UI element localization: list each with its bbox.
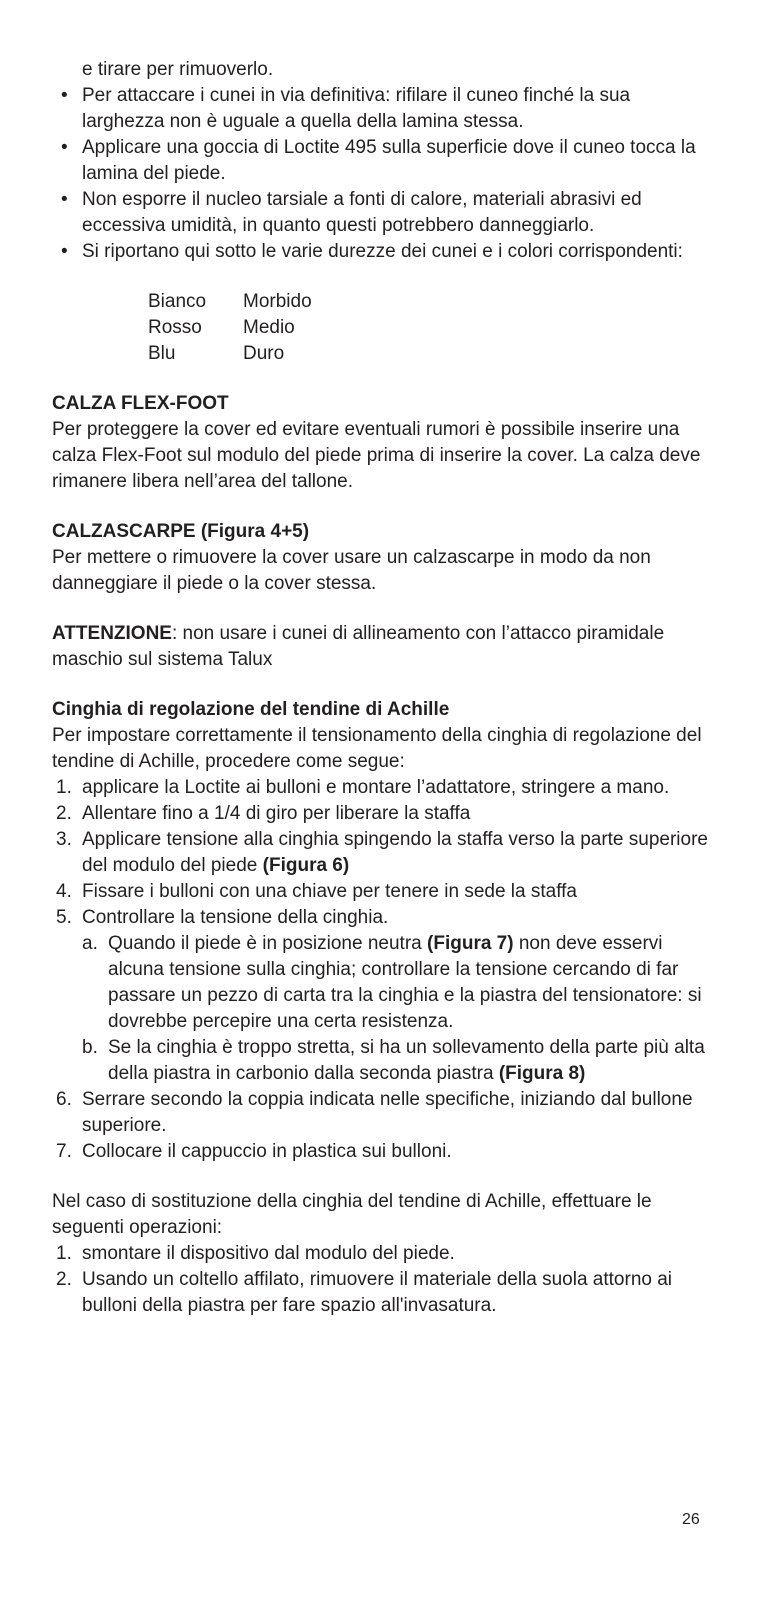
list-item: 2. Allentare fino a 1/4 di giro per liberare la staffa bbox=[56, 803, 471, 824]
bullet-item: • Si riportano qui sotto le varie durezze dei cunei e i colori corrispondenti: bbox=[52, 239, 712, 265]
table-row bbox=[148, 289, 312, 315]
hardness-cell: Morbido bbox=[243, 291, 312, 312]
list-item: 2. Usando un coltello affilato, rimuovere il materiale della suola attorno ai bulloni della piastra per fare spazio all'invasatura. bbox=[56, 1269, 673, 1316]
replacement-intro: Nel caso di sostituzione della cinghia del tendine di Achille, effettuare le seguenti operazioni: bbox=[52, 1191, 652, 1238]
wedge-instructions-list bbox=[52, 83, 712, 265]
bullet-item: • Per attaccare i cunei in via definitiva: rifilare il cuneo finché la sua larghezza non è uguale a quella della lamina stessa. bbox=[52, 83, 712, 135]
list-item: 6. Serrare secondo la coppia indicata nelle specifiche, iniziando dal bullone superiore. bbox=[56, 1089, 693, 1136]
list-item: 7. Collocare il cappuccio in plastica sui bulloni. bbox=[56, 1141, 452, 1162]
shoehorn-heading: CALZASCARPE (Figura 4+5) bbox=[52, 521, 310, 542]
hardness-cell: Duro bbox=[243, 343, 285, 364]
warning-paragraph bbox=[52, 621, 712, 673]
list-item: a. Quando il piede è in posizione neutra (Figura 7) non deve esservi alcuna tensione sulla cinghia; controllare la tensione cercando di far passare un pezzo di carta tra la cinghia e la piastra del tensionatore: si dovrebbe percepire una certa resistenza. bbox=[82, 933, 702, 1032]
table-row bbox=[148, 341, 312, 367]
continuation-text: e tirare per rimuoverlo. bbox=[82, 59, 274, 80]
wedge-hardness-table bbox=[148, 289, 312, 367]
document-page bbox=[52, 57, 712, 1319]
color-cell: Rosso bbox=[148, 317, 202, 338]
color-cell: Bianco bbox=[148, 291, 207, 312]
shoehorn-text: Per mettere o rimuovere la cover usare un calzascarpe in modo da non danneggiare il piede o la cover stessa. bbox=[52, 547, 651, 594]
achilles-intro: Per impostare correttamente il tensionamento della cinghia di regolazione del tendine di Achille, procedere come segue: bbox=[52, 725, 702, 772]
color-cell: Blu bbox=[148, 343, 176, 364]
table-row bbox=[148, 315, 312, 341]
shoehorn-section bbox=[52, 519, 712, 597]
achilles-section bbox=[52, 697, 712, 1165]
bullet-item: • Applicare una goccia di Loctite 495 sulla superficie dove il cuneo tocca la lamina del piede. bbox=[52, 135, 712, 187]
warning-label: ATTENZIONE bbox=[52, 623, 172, 644]
achilles-steps-list bbox=[52, 775, 712, 1165]
page-number: 26 bbox=[682, 1511, 700, 1528]
list-item: 4. Fissare i bulloni con una chiave per tenere in sede la staffa bbox=[56, 881, 578, 902]
list-item: 1. applicare la Loctite ai bulloni e montare l’adattatore, stringere a mano. bbox=[56, 777, 670, 798]
sock-heading: CALZA FLEX-FOOT bbox=[52, 393, 229, 414]
warning-text: : non usare i cunei di allineamento con l’attacco piramidale maschio sul sistema Talux bbox=[52, 623, 665, 670]
figure-reference: (Figura 8) bbox=[498, 1063, 586, 1084]
replacement-section bbox=[52, 1189, 712, 1319]
bullet-item: • Non esporre il nucleo tarsiale a fonti di calore, materiali abrasivi ed eccessiva umidità, in quanto questi potrebbero danneggiarlo. bbox=[52, 187, 712, 239]
achilles-heading: Cinghia di regolazione del tendine di Achille bbox=[52, 699, 450, 720]
tension-check-sublist bbox=[82, 931, 712, 1087]
hardness-cell: Medio bbox=[243, 317, 295, 338]
sock-section bbox=[52, 391, 712, 495]
list-item: 5. Controllare la tensione della cinghia. a. Quando il piede è in posizione neutra (Figura 7) non deve esservi alcuna tensione sulla cinghia; controllare la tensione cercando di far passare un pezzo di carta tra la cinghia e la piastra del tensionatore: si dovrebbe percepire una certa resistenza. b. Se la cinghia è troppo stretta, si ha un sollevamento della parte più alta della piastra in carbonio dalla seconda piastra (Figura 8) bbox=[52, 905, 712, 1087]
list-item: 1. smontare il dispositivo dal modulo del piede. bbox=[56, 1243, 455, 1264]
figure-reference: (Figura 6) bbox=[262, 855, 350, 876]
list-item: b. Se la cinghia è troppo stretta, si ha un sollevamento della parte più alta della piastra in carbonio dalla seconda piastra (Figura 8) bbox=[82, 1037, 705, 1084]
replacement-steps-list bbox=[52, 1241, 712, 1319]
list-item: 3. Applicare tensione alla cinghia spingendo la staffa verso la parte superiore del modulo del piede (Figura 6) bbox=[56, 829, 708, 876]
figure-reference: (Figura 7) bbox=[427, 933, 514, 954]
sock-text: Per proteggere la cover ed evitare eventuali rumori è possibile inserire una calza Flex-Foot sul modulo del piede prima di inserire la cover. La calza deve rimanere libera nell’area del tallone. bbox=[52, 419, 701, 492]
